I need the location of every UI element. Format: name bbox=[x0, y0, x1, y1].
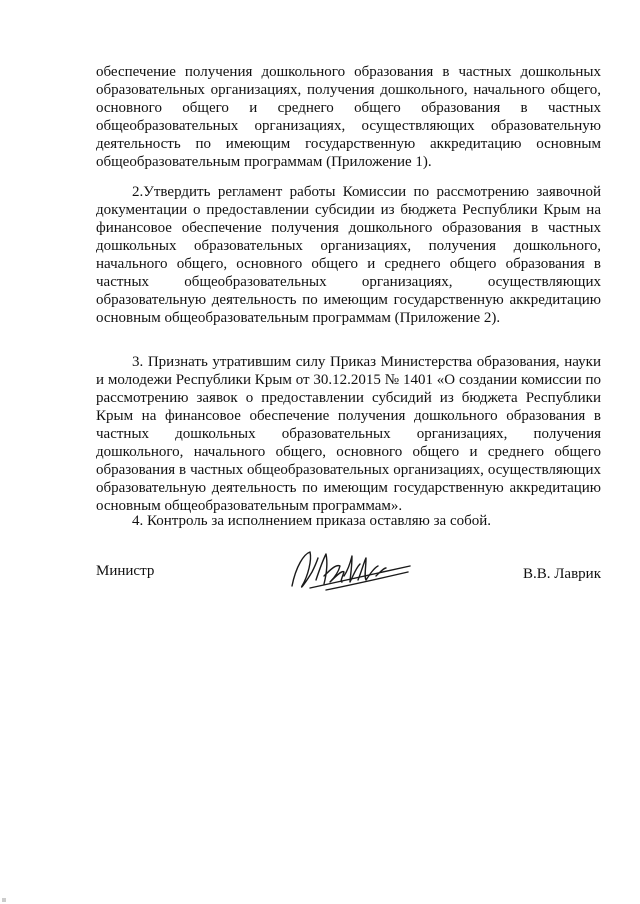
paragraph-3: 3. Признать утратившим силу Приказ Министерства образования, науки и молодежи Республики Крым от 30.12.2015 № 1401 «О создании комиссии по рассмотрению заявок о предоставлении субсидий из бюджета Республики Крым на финансовое обеспечение получения дошкольного образования в частных дошкольных образовательных организациях, получения дошкольного, начального общего, основного общего и среднего общего образования в частных общеобразовательных организациях, осуществляющих образовательную деятельность по имеющим государственную аккредитацию основным общеобразовательным программам». bbox=[96, 354, 601, 514]
handwritten-signature bbox=[286, 546, 416, 596]
signature-block bbox=[96, 546, 601, 606]
paragraph-4: 4. Контроль за исполнением приказа оставляю за собой. bbox=[132, 513, 492, 529]
scan-artifact bbox=[2, 898, 6, 902]
paragraph-2: 2.Утвердить регламент работы Комиссии по рассмотрению заявочной документации о предоставлении субсидии из бюджета Республики Крым на финансовое обеспечение получения дошкольного образования в частных дошкольных образовательных организациях, получения дошкольного, начального общего, основного общего и среднего общего образования в частных общеобразовательных организациях, осуществляющих образовательную деятельность по имеющим государственную аккредитацию основным общеобразовательным программам (Приложение 2). bbox=[96, 184, 601, 326]
paragraph-continuation: обеспечение получения дошкольного образования в частных дошкольных образовательных организациях, получения дошкольного, начального общего, основного общего и среднего общего образования в частных общеобразовательных организациях, осуществляющих образовательную деятельность по имеющим государственную аккредитацию основным общеобразовательным программам (Приложение 1). bbox=[96, 64, 601, 170]
signatory-name: В.В. Лаврик bbox=[523, 566, 601, 582]
signatory-title: Министр bbox=[96, 563, 155, 579]
